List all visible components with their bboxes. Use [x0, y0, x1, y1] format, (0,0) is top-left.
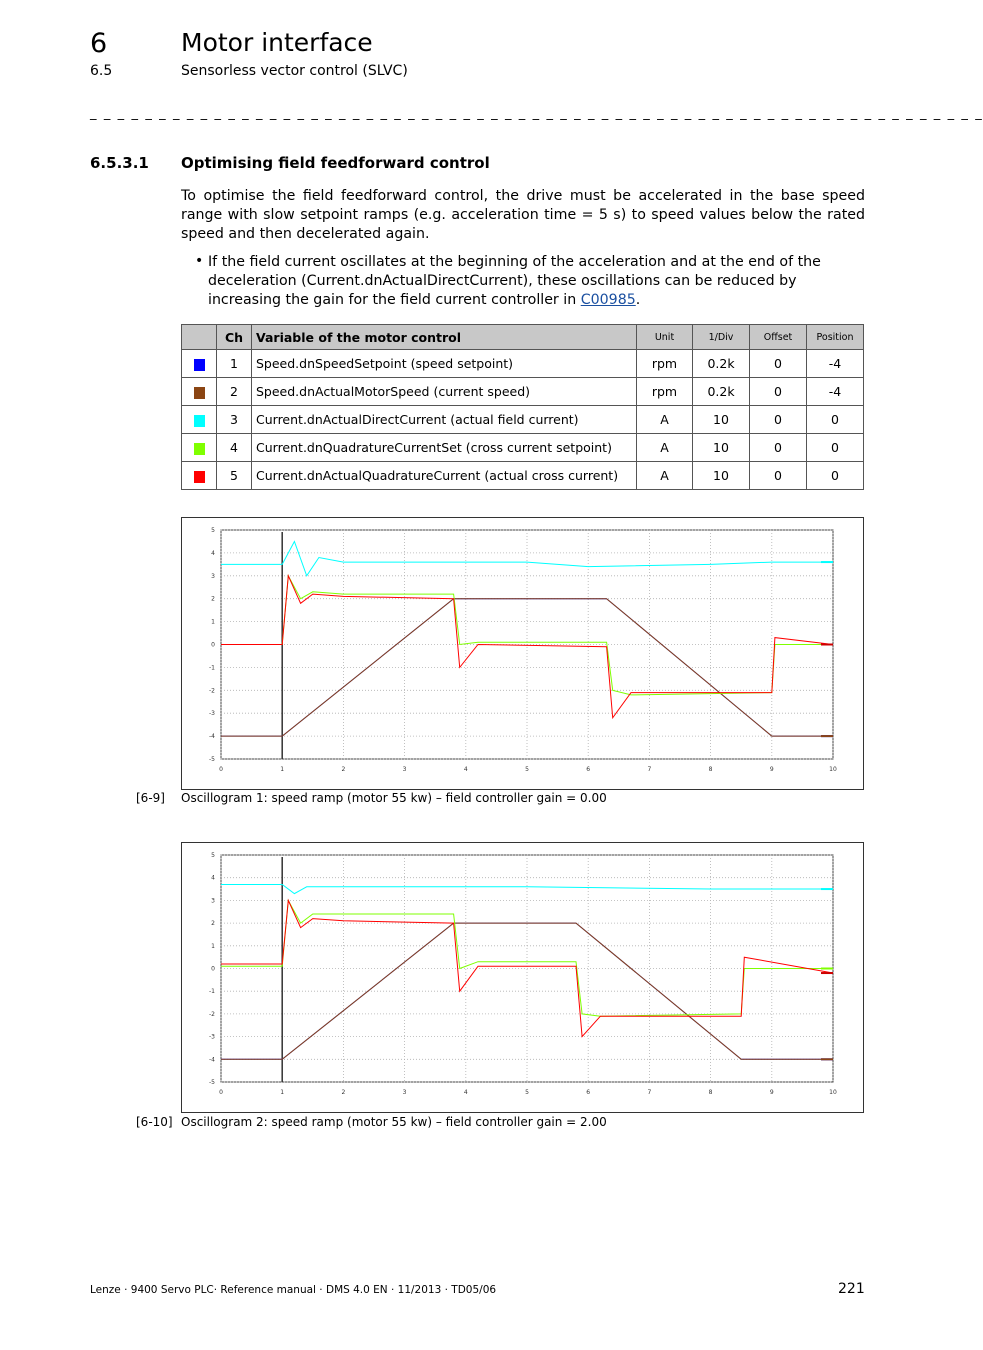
- chapter-title: Motor interface: [181, 28, 373, 57]
- figure-1-number: [6-9]: [136, 791, 165, 805]
- y-tick-label: 2: [211, 920, 215, 928]
- x-tick-label: 9: [769, 766, 774, 773]
- bullet-text: If the field current oscillates at the beginning of the acceleration and at the end of the deceleration (Current.dnActualDirectCurrent), these oscillations can be reduced by increasing the gain for the field current controller in: [208, 254, 821, 308]
- channel-variable: Speed.dnActualMotorSpeed (current speed): [252, 378, 637, 406]
- channel-offset: 0: [750, 350, 807, 378]
- x-tick-label: 3: [402, 1089, 407, 1096]
- channel-offset: 0: [750, 406, 807, 434]
- x-tick-label: 5: [525, 766, 529, 773]
- y-tick-label: -3: [209, 1033, 215, 1041]
- channel-color: [182, 350, 217, 378]
- header-variable: Variable of the motor control: [252, 325, 637, 350]
- x-tick-label: 7: [647, 1089, 652, 1096]
- channel-unit: rpm: [637, 350, 693, 378]
- x-tick-label: 7: [647, 766, 652, 773]
- section-number: 6.5: [90, 63, 113, 79]
- y-tick-label: 5: [211, 527, 215, 534]
- subsection-number: 6.5.3.1: [90, 154, 149, 172]
- y-tick-label: -4: [209, 733, 215, 741]
- intro-paragraph: To optimise the field feedforward control, the drive must be accelerated in the base speed range with slow setpoint ramps (e.g. acceleration time = 5 s) to speed values below the rated speed and then decelerated again.: [181, 188, 865, 242]
- channel-number: 4: [217, 434, 252, 462]
- parameter-link[interactable]: C00985: [580, 292, 636, 308]
- y-tick-label: -1: [209, 664, 215, 672]
- channel-number: 1: [217, 350, 252, 378]
- x-tick-label: 10: [829, 1089, 837, 1096]
- y-tick-label: 5: [211, 852, 215, 859]
- y-tick-label: 1: [211, 618, 215, 626]
- section-title: Sensorless vector control (SLVC): [181, 63, 408, 79]
- y-tick-label: 1: [211, 942, 215, 950]
- x-tick-label: 4: [463, 1089, 468, 1096]
- oscillogram-1: [182, 518, 863, 789]
- color-swatch: [194, 443, 205, 455]
- y-tick-label: 4: [211, 874, 215, 882]
- y-tick-label: -3: [209, 710, 215, 718]
- channel-div: 10: [693, 406, 750, 434]
- oscillogram-1-frame: [181, 517, 864, 790]
- footer-document-info: Lenze · 9400 Servo PLC· Reference manual · DMS 4.0 EN · 11/2013 · TD05/06: [90, 1284, 497, 1296]
- channel-position: 0: [807, 462, 864, 490]
- x-tick-label: 3: [402, 766, 407, 773]
- x-tick-label: 1: [280, 766, 285, 773]
- table-row: [182, 350, 864, 378]
- chapter-number: 6: [90, 28, 108, 59]
- channel-div: 10: [693, 462, 750, 490]
- y-tick-label: -5: [209, 1079, 215, 1086]
- channel-div: 10: [693, 434, 750, 462]
- x-tick-label: 2: [341, 766, 346, 773]
- channel-position: 0: [807, 406, 864, 434]
- x-tick-label: 8: [708, 766, 713, 773]
- x-tick-label: 6: [586, 766, 591, 773]
- channel-offset: 0: [750, 434, 807, 462]
- channel-color: [182, 434, 217, 462]
- header-unit: Unit: [637, 325, 693, 350]
- header-offset: Offset: [750, 325, 807, 350]
- table-row: [182, 406, 864, 434]
- channel-number: 5: [217, 462, 252, 490]
- header-color: [182, 325, 217, 350]
- x-tick-label: 2: [341, 1089, 346, 1096]
- x-tick-label: 8: [708, 1089, 713, 1096]
- y-tick-label: -1: [209, 988, 215, 996]
- subsection-title: Optimising field feedforward control: [181, 154, 490, 172]
- channel-table: [181, 324, 864, 490]
- figure-1-caption: Oscillogram 1: speed ramp (motor 55 kw) – field controller gain = 0.00: [181, 791, 607, 805]
- channel-variable: Current.dnActualDirectCurrent (actual field current): [252, 406, 637, 434]
- channel-div: 0.2k: [693, 350, 750, 378]
- y-tick-label: 0: [211, 641, 215, 649]
- table-row: [182, 378, 864, 406]
- y-tick-label: 2: [211, 595, 215, 603]
- color-swatch: [194, 415, 205, 427]
- figure-2-caption: Oscillogram 2: speed ramp (motor 55 kw) – field controller gain = 2.00: [181, 1115, 607, 1129]
- bullet-paragraph: [208, 253, 865, 310]
- channel-div: 0.2k: [693, 378, 750, 406]
- channel-number: 2: [217, 378, 252, 406]
- x-tick-label: 5: [525, 1089, 529, 1096]
- x-tick-label: 6: [586, 1089, 591, 1096]
- y-tick-label: 0: [211, 965, 215, 973]
- color-swatch: [194, 359, 205, 371]
- y-tick-label: 3: [211, 897, 215, 905]
- x-tick-label: 10: [829, 766, 837, 773]
- channel-variable: Speed.dnSpeedSetpoint (speed setpoint): [252, 350, 637, 378]
- channel-color: [182, 406, 217, 434]
- channel-unit: rpm: [637, 378, 693, 406]
- channel-number: 3: [217, 406, 252, 434]
- color-swatch: [194, 387, 205, 399]
- x-tick-label: 4: [463, 766, 468, 773]
- header-ch: Ch: [217, 325, 252, 350]
- table-row: [182, 434, 864, 462]
- oscillogram-2-frame: [181, 842, 864, 1113]
- bullet-end: .: [635, 292, 641, 308]
- channel-unit: A: [637, 406, 693, 434]
- channel-position: -4: [807, 378, 864, 406]
- channel-color: [182, 378, 217, 406]
- channel-position: 0: [807, 434, 864, 462]
- x-tick-label: 0: [219, 1089, 223, 1096]
- x-tick-label: 1: [280, 1089, 285, 1096]
- header-separator: _ _ _ _ _ _ _ _ _ _ _ _ _ _ _ _ _ _ _ _ _ _ _ _ _ _ _ _ _ _ _ _ _ _ _ _ _ _ _ _ _ _ _ _ _ _ _ _ _ _ _ _ _ _ _ _ _ _ _ _ _ _ _ _ _: [90, 106, 983, 121]
- y-tick-label: -4: [209, 1056, 215, 1064]
- color-swatch: [194, 471, 205, 483]
- channel-unit: A: [637, 434, 693, 462]
- x-tick-label: 9: [769, 1089, 774, 1096]
- channel-position: -4: [807, 350, 864, 378]
- channel-unit: A: [637, 462, 693, 490]
- channel-variable: Current.dnActualQuadratureCurrent (actual cross current): [252, 462, 637, 490]
- y-tick-label: 4: [211, 549, 215, 557]
- bullet-dot: •: [195, 253, 204, 269]
- header-div: 1/Div: [693, 325, 750, 350]
- y-tick-label: -2: [209, 1010, 215, 1018]
- table-header-row: [182, 325, 864, 350]
- channel-offset: 0: [750, 378, 807, 406]
- channel-offset: 0: [750, 462, 807, 490]
- oscillogram-2: [182, 843, 863, 1112]
- table-row: [182, 462, 864, 490]
- y-tick-label: -2: [209, 687, 215, 695]
- y-tick-label: 3: [211, 572, 215, 580]
- channel-variable: Current.dnQuadratureCurrentSet (cross current setpoint): [252, 434, 637, 462]
- header-position: Position: [807, 325, 864, 350]
- channel-color: [182, 462, 217, 490]
- y-tick-label: -5: [209, 756, 215, 763]
- page-number: 221: [838, 1281, 865, 1297]
- x-tick-label: 0: [219, 766, 223, 773]
- figure-2-number: [6-10]: [136, 1115, 173, 1129]
